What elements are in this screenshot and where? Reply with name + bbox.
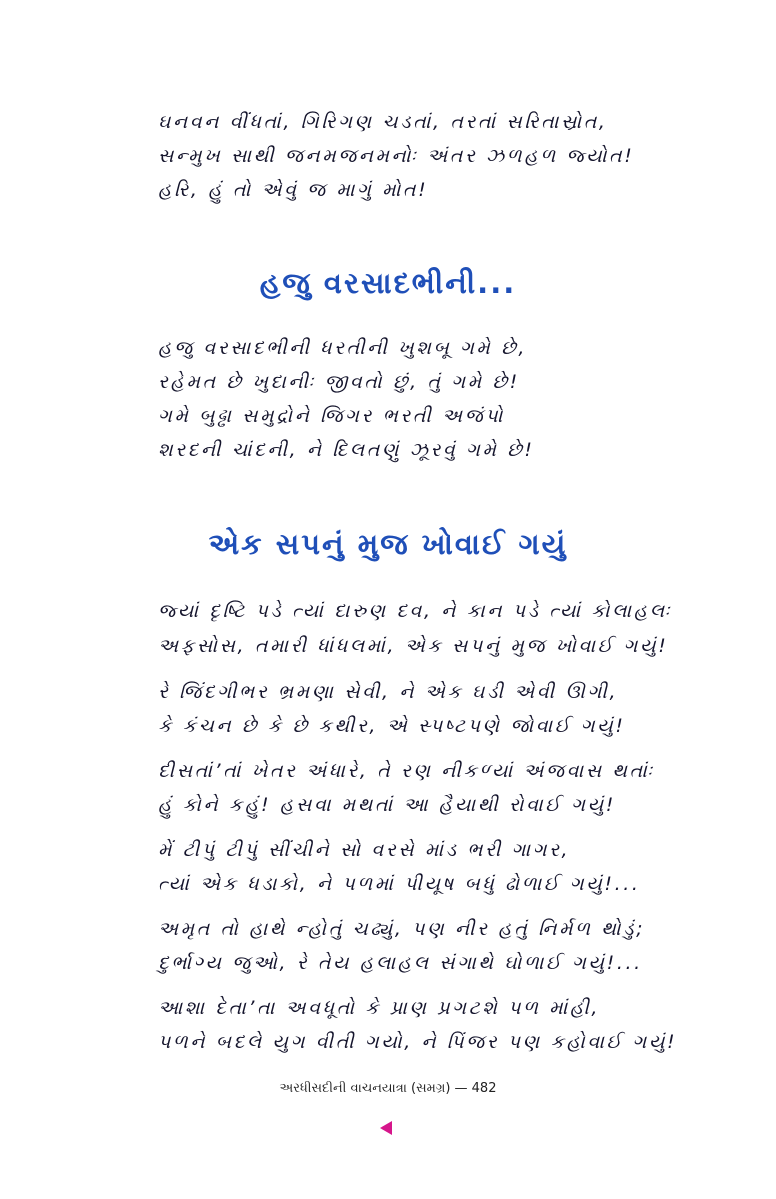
- verse-line: હજુ વરસાદભીની ધરતીની ખુશબૂ ગમે છે,: [158, 337, 528, 359]
- verse-line: રહેમત છે ખુદાનીઃ જીવતો છું, તું ગમે છે!: [158, 371, 520, 393]
- verse-line: જ્યાં દૃષ્ટિ પડે ત્યાં દારુણ દવ, ને કાન પડે ત્યાં કોલાહલઃ: [158, 600, 673, 622]
- verse-line: કે કંચન છે કે છે કથીર, એ સ્પષ્ટપણે જોવાઈ ગયું!: [158, 715, 626, 737]
- verse-line: સન્મુખ સાથી જનમજનમનોઃ અંતર ઝળહળ જ્યોત!: [158, 145, 635, 167]
- verse-line: દીસતાં’તાં ખેતર અંધારે, તે રણ નીકળ્યાં અંજવાસ થતાંઃ: [158, 760, 655, 782]
- verse-line: આશા દેતા’તા અવધૂતો કે પ્રાણ પ્રગટશે પળ માંહી,: [158, 997, 601, 1019]
- verse-line: શરદની ચાંદની, ને દિલતણું ઝૂરવું ગમે છે!: [158, 439, 535, 461]
- triangle-left-icon[interactable]: [380, 1121, 392, 1135]
- page-footer: અરધીસદીની વાચનયાત્રા (સમગ્ર) — 482: [279, 1081, 497, 1096]
- verse-line: પળને બદલે યુગ વીતી ગયો, ને પિંજર પણ કહોવાઈ ગયું!: [158, 1031, 678, 1053]
- poem-3-title: એક સપનું મુજ ખોવાઈ ગયું: [208, 527, 568, 561]
- verse-line: હરિ, હું તો એવું જ માગું મોત!: [158, 179, 429, 201]
- verse-line: મેં ટીપું ટીપું સીંચીને સો વરસે માંડ ભરી ગાગર,: [158, 839, 571, 861]
- verse-line: અમૃત તો હાથે ન્હોતું ચઢ્યું, પણ નીર હતું નિર્મળ થોડું;: [158, 918, 646, 940]
- poem-2-title: હજુ વરસાદભીની...: [259, 266, 517, 300]
- verse-line: દુર્ભાગ્ય જુઓ, રે તેય હલાહલ સંગાથે ઘોળાઈ ગયું!...: [158, 952, 643, 974]
- verse-line: અફસોસ, તમારી ધાંધલમાં, એક સપનું મુજ ખોવાઈ ગયું!: [158, 635, 669, 657]
- verse-line: હું કોને કહું! હસવા મથતાં આ હૈયાથી રોવાઈ ગયું!: [158, 794, 616, 816]
- verse-line: રે જિંદગીભર ભ્રમણા સેવી, ને એક ઘડી એવી ઊગી,: [158, 681, 619, 703]
- verse-line: ઘનવન વીંધતાં, ગિરિગણ ચડતાં, તરતાં સરિતાસ્રોત,: [158, 111, 608, 133]
- verse-line: ત્યાં એક ધડાકો, ને પળમાં પીયૂષ બધું ઢોળાઈ ગયું!...: [158, 873, 641, 895]
- verse-line: ગમે બુઢ્ઢા સમુદ્રોને જિગર ભરતી અજંપો: [158, 405, 505, 427]
